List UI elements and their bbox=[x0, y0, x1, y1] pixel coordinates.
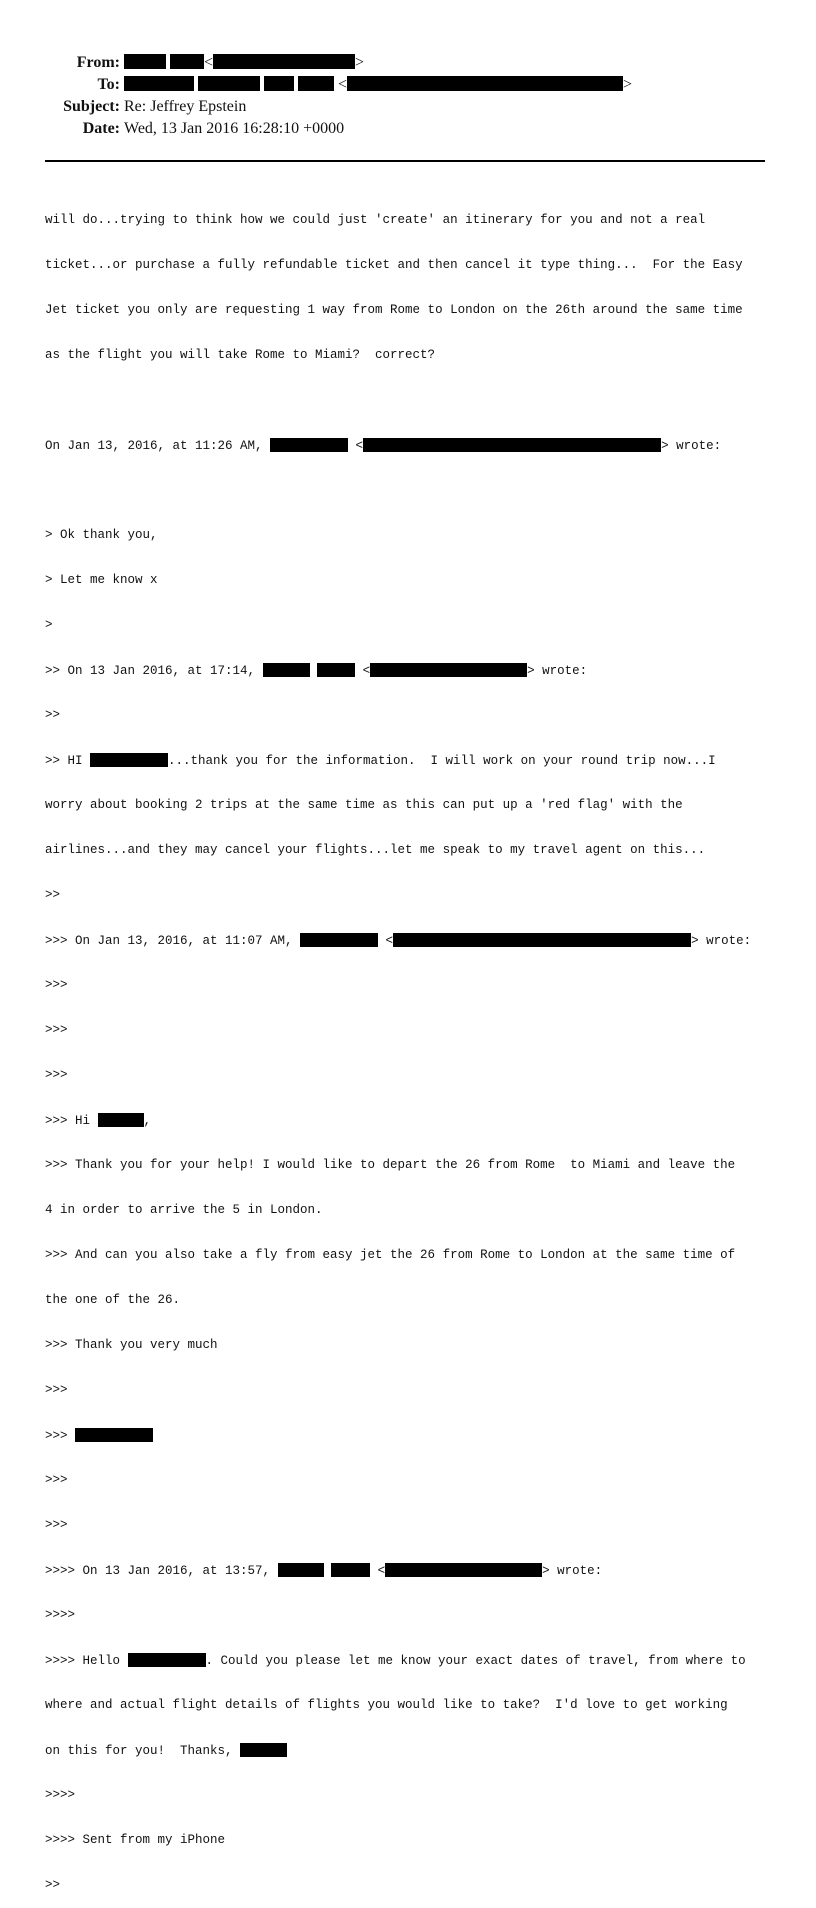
angle-open: < bbox=[348, 439, 364, 453]
quote-header-text: >> On 13 Jan 2016, at 17:14, bbox=[45, 664, 263, 678]
body-text: >>> bbox=[45, 1429, 76, 1443]
quote-header-text: > wrote: bbox=[527, 664, 588, 678]
quote-header-text: > wrote: bbox=[661, 439, 722, 453]
redaction-box bbox=[317, 663, 355, 677]
redaction-box bbox=[347, 76, 623, 91]
body-line: >>> bbox=[45, 1068, 68, 1082]
body-text: ...thank you for the information. I will work on your round trip now...I bbox=[168, 754, 716, 768]
body-line bbox=[45, 1743, 785, 1758]
subject-row bbox=[0, 96, 816, 118]
body-text: >> HI bbox=[45, 754, 91, 768]
redaction-box bbox=[98, 1113, 144, 1127]
body-line: >>> bbox=[45, 1518, 68, 1532]
body-line: Jet ticket you only are requesting 1 way from Rome to London on the 26th around the same time bbox=[45, 303, 743, 317]
body-line: the one of the 26. bbox=[45, 1293, 181, 1307]
angle-open: < bbox=[355, 664, 371, 678]
body-line: >>> bbox=[45, 1023, 68, 1037]
body-line: >>>> Sent from my iPhone bbox=[45, 1833, 226, 1847]
redaction-box bbox=[393, 933, 691, 947]
redaction-box bbox=[240, 1743, 287, 1757]
angle-open: < bbox=[370, 1564, 386, 1578]
body-line: where and actual flight details of flights you would like to take? I'd love to get working bbox=[45, 1698, 728, 1712]
body-text: >>>> Hello bbox=[45, 1654, 128, 1668]
body-text: >>> Hi bbox=[45, 1114, 98, 1128]
quote-header-text: >>> On Jan 13, 2016, at 11:07 AM, bbox=[45, 934, 301, 948]
from-value bbox=[124, 52, 364, 74]
subject-value: Re: Jeffrey Epstein bbox=[124, 98, 247, 115]
body-line: >>> bbox=[45, 1383, 68, 1397]
quote-header-text: >>>> On 13 Jan 2016, at 13:57, bbox=[45, 1564, 278, 1578]
date-label: Date: bbox=[82, 120, 120, 137]
to-label: To: bbox=[97, 76, 120, 93]
body-line bbox=[45, 663, 785, 678]
from-row bbox=[0, 52, 816, 74]
body-line: >>> Thank you very much bbox=[45, 1338, 218, 1352]
body-line: airlines...and they may cancel your flights...let me speak to my travel agent on this... bbox=[45, 843, 706, 857]
body-line: >>> Thank you for your help! I would like to depart the 26 from Rome to Miami and leave the bbox=[45, 1158, 736, 1172]
body-line bbox=[45, 933, 785, 948]
redaction-box bbox=[75, 1428, 153, 1442]
redaction-box bbox=[170, 54, 204, 69]
from-label: From: bbox=[76, 54, 120, 71]
angle-open: < bbox=[378, 934, 394, 948]
body-line: > Let me know x bbox=[45, 573, 158, 587]
body-line: >> bbox=[45, 708, 61, 722]
header-divider bbox=[45, 160, 765, 162]
body-line bbox=[45, 1428, 785, 1443]
to-row bbox=[0, 74, 816, 96]
body-text: on this for you! Thanks, bbox=[45, 1744, 241, 1758]
body-line: ticket...or purchase a fully refundable ticket and then cancel it type thing... For the Easy bbox=[45, 258, 743, 272]
body-line bbox=[45, 753, 785, 768]
angle-open: < bbox=[338, 76, 348, 93]
body-text: , bbox=[143, 1114, 152, 1128]
body-line: >>> bbox=[45, 1473, 68, 1487]
email-header bbox=[0, 52, 816, 140]
redaction-box bbox=[213, 54, 355, 69]
body-text: . Could you please let me know your exact dates of travel, from where to bbox=[205, 1654, 746, 1668]
redaction-box bbox=[124, 54, 166, 69]
blank-line bbox=[45, 483, 785, 498]
body-line: >>>> bbox=[45, 1788, 76, 1802]
body-line: will do...trying to think how we could just 'create' an itinerary for you and not a real bbox=[45, 213, 706, 227]
body-line: >> bbox=[45, 888, 61, 902]
date-value: Wed, 13 Jan 2016 16:28:10 +0000 bbox=[124, 120, 345, 137]
body-line: > Ok thank you, bbox=[45, 528, 158, 542]
email-body bbox=[45, 183, 785, 1908]
quote-header-text: > wrote: bbox=[542, 1564, 603, 1578]
body-line: 4 in order to arrive the 5 in London. bbox=[45, 1203, 323, 1217]
redaction-box bbox=[363, 438, 661, 452]
body-line: >>>> bbox=[45, 1608, 76, 1622]
to-value bbox=[124, 74, 632, 96]
date-row bbox=[0, 118, 816, 140]
redaction-box bbox=[298, 76, 334, 91]
redaction-box bbox=[128, 1653, 206, 1667]
body-line bbox=[45, 438, 785, 453]
body-line: as the flight you will take Rome to Miami? correct? bbox=[45, 348, 436, 362]
body-line bbox=[45, 1563, 785, 1578]
body-line: >> bbox=[45, 1878, 61, 1892]
redaction-box bbox=[198, 76, 260, 91]
blank-line bbox=[45, 393, 785, 408]
redaction-box bbox=[370, 663, 527, 677]
redaction-box bbox=[270, 438, 348, 452]
redaction-box bbox=[385, 1563, 542, 1577]
redaction-box bbox=[331, 1563, 370, 1577]
redaction-box bbox=[300, 933, 378, 947]
redaction-box bbox=[278, 1563, 324, 1577]
body-line: worry about booking 2 trips at the same time as this can put up a 'red flag' with the bbox=[45, 798, 683, 812]
body-line: >>> bbox=[45, 978, 68, 992]
body-line bbox=[45, 1113, 785, 1128]
redaction-box bbox=[263, 663, 310, 677]
body-line: > bbox=[45, 618, 53, 632]
quote-header-text: > wrote: bbox=[691, 934, 752, 948]
angle-close: > bbox=[623, 76, 633, 93]
body-line bbox=[45, 1653, 785, 1668]
body-line: >>> And can you also take a fly from easy jet the 26 from Rome to London at the same time of bbox=[45, 1248, 736, 1262]
angle-close: > bbox=[355, 54, 365, 71]
redaction-box bbox=[264, 76, 294, 91]
angle-open: < bbox=[204, 54, 214, 71]
subject-label: Subject: bbox=[63, 98, 120, 115]
redaction-box bbox=[90, 753, 168, 767]
quote-header-text: On Jan 13, 2016, at 11:26 AM, bbox=[45, 439, 271, 453]
redaction-box bbox=[124, 76, 194, 91]
